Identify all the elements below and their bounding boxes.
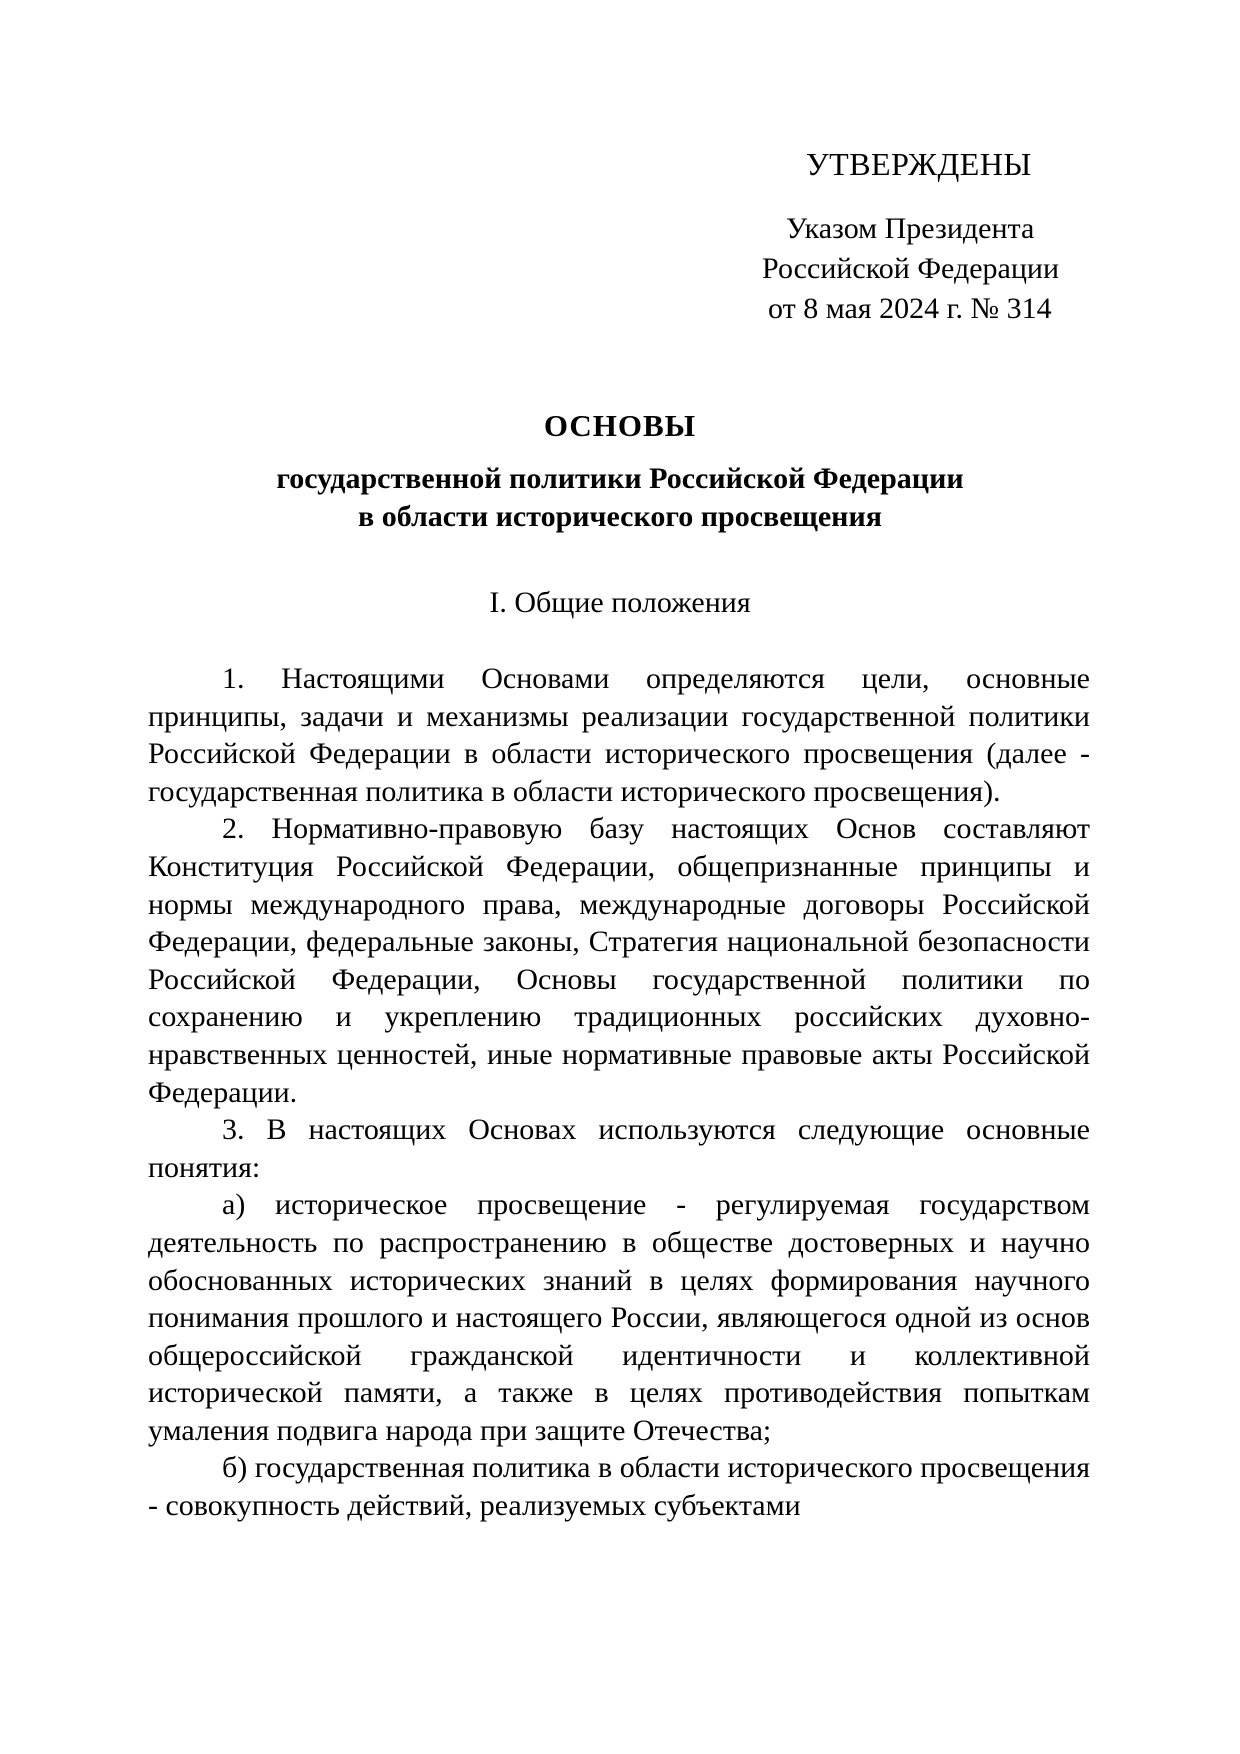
document-title: ОСНОВЫ (543, 408, 697, 443)
paragraph-3b: б) государственная политика в области исторического просвещения - совокупность действий, реализуемых субъектами (148, 1451, 1090, 1523)
approval-heading: УТВЕРЖДЕНЫ (806, 146, 1032, 182)
approval-stamp (740, 146, 1120, 329)
approval-line-country: Российской Федерации (762, 252, 1060, 285)
paragraph-3a: а) историческое просвещение - регулируемая государством деятельность по распространению в обществе достоверных и научно обоснованных исторических знаний в целях формирования научного понимания прошлого и настоящего России, являющегося одной из основ общероссийской гражданской идентичности и коллективной исторической памяти, а также в целях противодействия попыткам умаления подвига народа при защите Отечества; (148, 1188, 1090, 1447)
paragraph-1: 1. Настоящими Основами определяются цели, основные принципы, задачи и механизмы реализации государственной политики Российской Федерации в области исторического просвещения (далее - государственная политика в области исторического просвещения). (148, 662, 1090, 808)
paragraph-2: 2. Нормативно-правовую базу настоящих Основ составляют Конституция Российской Федерации, общепризнанные принципы и нормы международного права, международные договоры Российской Федерации, федеральные законы, Стратегия национальной безопасности Российской Федерации, Основы государственной политики по сохранению и укреплению традиционных российских духовно-нравственных ценностей, иные нормативные правовые акты Российской Федерации. (148, 812, 1090, 1109)
approval-line-date: от 8 мая 2024 г. № 314 (768, 292, 1052, 325)
section-heading: I. Общие положения (489, 586, 751, 619)
approval-line-decree: Указом Президента (786, 212, 1035, 245)
document-subtitle-line-2: в области исторического просвещения (358, 500, 882, 533)
paragraph-3: 3. В настоящих Основах используются следующие основные понятия: (148, 1113, 1090, 1184)
document-body (148, 660, 1090, 1525)
document-subtitle-line-1: государственной политики Российской Федерации (276, 462, 964, 495)
